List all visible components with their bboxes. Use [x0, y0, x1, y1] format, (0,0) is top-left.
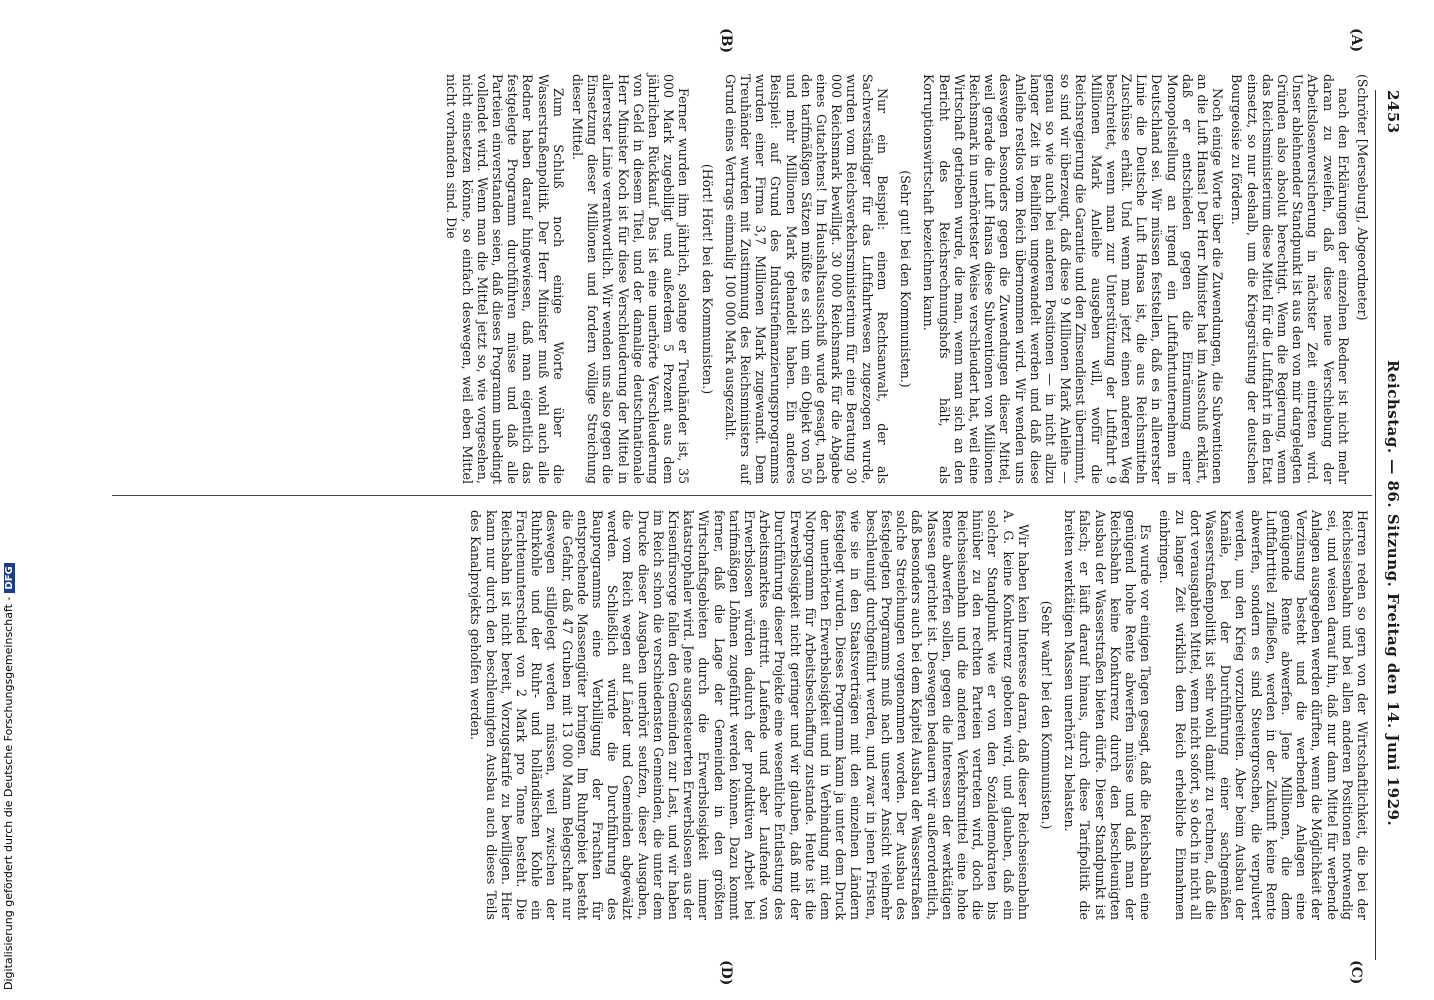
digitization-credit — [2, 563, 15, 990]
paragraph: Nur ein Beispiel: einem Rechtsanwalt, der als Sachverständiger für das Luftfahrtwesen zugezogen wurde, wurden vom Reichsverkehrsministerium für eine Beratung 30 000 Reichsmark bewilligt. 30 000 Reichsmark für die Abgabe eines Gutachtens! Im Haushaltsausschuß wurde gesagt, nach den tarifmäßigen Sätzen müßte es sich um ein Objekt von 50 und mehr Millionen Mark gehandelt haben. Ein anderes Beispiel: auf Grund des Industriefinanzierungsprogramms wurden einer Firma 3,7 Millionen Mark zugewandt. Dem Treuhänder wurden mit Zustimmung des Reichsministers auf Grund eines Vertrags einmalig 100 000 Mark ausgezahlt. — [722, 74, 890, 484]
credit-text: Digitalisierung gefördert durch die Deutsche Forschungsgemeinschaft - — [2, 596, 15, 990]
interjection: (Sehr gut! bei den Kommunisten.) — [898, 170, 914, 388]
speaker-attribution: (Schröter [Merseburg], Abgeordneter) — [1355, 74, 1370, 321]
paragraph: Noch einige Worte über die Zuwendungen, die Subventionen an die Luft Hansa! Der Herr Minister hat im Ausschuß erklärt, daß er entschieden gegen die Einräumung einer Monopolstellung an irgend ein Luftfahrtunternehmen in Deutschland sei. Wir müssen feststellen, daß es in allererster Linie die Deutsche Luft Hansa ist, die aus Reichsmitteln Zuschüsse erhält. Und wenn man jetzt einen anderen Weg beschreitet, wenn man zur Unterstützung der Luftfahrt 9 Millionen Mark Anleihe ausgeben will, wofür die Reichsregierung die Garantie und den Zinsendienst übernimmt, so sind wir überzeugt, daß diese 9 Millionen Mark Anleihe — genau so wie auch bei anderen Positionen — in nicht allzu langer Zeit in Beihilfen umgewandelt werden und daß diese Anleihe restlos vom Reich übernommen wird. Wir wenden uns deswegen besonders gegen die Zuwendungen dieser Mittel, weil gerade die Luft Hansa diese Subventionen von Millionen Reichsmark in unerhörtester Weise verschleudert hat, weil eine Wirtschaft getrieben wurde, die man, wenn man sich an den Bericht des Reichsrechnungshofs hält, als Korruptionswirtschaft bezeichnen kann. — [921, 74, 1226, 484]
interjection: (Sehr wahr! bei den Kommunisten.) — [1038, 600, 1054, 830]
interjection: (Hört! Hört! bei den Kommunisten.) — [699, 163, 715, 395]
paragraph: Ferner wurden ihm jährlich, solange er Treuhänder ist, 35 000 Mark zugebilligt und außerdem 5 Prozent aus dem jährlichen Rückkauf. Das ist eine unerhörte Verschleuderung von Geld in diesem Titel, und der damalige deutschnationale Herr Minister Koch ist für diese Verschleuderung der Mittel in allererster Linie verantwortlich. Wir wenden uns also gegen die Einsetzung dieser Millionen und fordern völlige Streichung dieser Mittel. — [570, 74, 692, 484]
paragraph: Zum Schluß noch einige Worte über die Wasserstraßenpolitik. Der Herr Minister muß wohl auch alle Redner haben darauf hingewiesen, daß man eigentlich das festgelegte Programm durchführen müsse und daß alle Parteien einverstanden seien, daß dieses Programm unbedingt vollendet wird. Wenn man die Mittel jetzt so, wie vorgesehen, nicht einsetzen könne, so einfach deswegen, weil eben Mittel nicht vorhanden sind. Die — [444, 74, 566, 484]
right-column — [464, 510, 1370, 920]
margin-marker-c: (C) — [1348, 960, 1364, 985]
margin-marker-a: (A) — [1348, 28, 1364, 53]
paragraph: Es wurde vor einigen Tagen gesagt, daß die Reichsbahn eine genügend hohe Rente abwerfen müsse und daß man der Reichsbahn keine Konkurrenz durch den beschleunigten Ausbau der Wasserstraßen bieten dürfe. Dieser Standpunkt ist falsch; er läuft darauf hinaus, durch diese Tarifpolitik die breiten werktätigen Massen unerhört zu belasten. — [1062, 510, 1154, 920]
left-column — [440, 74, 1370, 484]
page-number: 2453 — [1384, 90, 1402, 134]
paragraph: Herren reden so gern von der Wirtschaftlichkeit, die bei der Reichseisenbahn und bei allen anderen Positionen notwendig sei, und weisen darauf hin, daß nur dann Mittel für werbende Anlagen ausgegeben werden dürften, wenn die Möglichkeit der Verzinsung besteht und die werbenden Anlagen eine genügende Rente abwerfen. Jene Millionen, die dem Luftfahrttitel zufließen, werden in der Zukunft keine Rente abwerfen, sondern es sind Steuergroschen, die verpulvert werden, um den Krieg vorzubereiten. Aber beim Ausbau der Kanäle, bei der Durchführung einer sachgemäßen Wasserstraßenpolitik ist sehr wohl damit zu rechnen, daß die dort verausgabten Mittel, wenn nicht sofort, so doch in nicht all zu langer Zeit wirklich dem Reich erhebliche Einnahmen einbringen. — [1157, 510, 1370, 920]
margin-marker-b: (B) — [718, 28, 734, 54]
page-header — [1375, 90, 1406, 960]
dfg-logo: DFG — [4, 563, 15, 592]
header-title: Reichstag. — 86. Sitzung. Freitag den 14. Juni 1929. — [1384, 360, 1402, 827]
margin-marker-d: (D) — [718, 960, 734, 986]
column-divider — [112, 495, 1372, 496]
paragraph: Wir haben kein Interesse daran, daß dieser Reichseisenbahn A. G. keine Konkurrenz geboten wird, und glauben, daß ein solcher Standpunkt wie er von den Sozialdemokraten bis hinüber zu den rechten Parteien vertreten wird, doch die Reichseisenbahn und die anderen Verkehrsmittel eine hohe Rente abwerfen sollen, gegen die Interessen der werktätigen Massen gerichtet ist. Deswegen bedauern wir außerordentlich, daß besonders auch bei dem Kapitel Ausbau der Wasserstraßen solche Streichungen vorgenommen worden. Der Ausbau des festgelegten Programms muß nach unserer Ansicht vielmehr beschleunigt durchgeführt werden, und zwar in jenen Fristen, wie sie in den Staatsverträgen mit den einzelnen Ländern festgelegt wurden. Dieses Programm kann ja unter dem Druck der unerhörten Erwerbslosigkeit und in Verbindung mit dem Notprogramm für Arbeitsbeschaffung zustande. Heute ist die Erwerbslosigkeit nicht geringer und wir glauben, daß mit der Durchführung dieser Projekte eine wesentliche Entlastung des Arbeitsmarktes eintritt. Laufende und aber Laufende von Erwerbslosen würden dadurch der produktiven Arbeit bei tarifmäßigen Löhnen zugeführt werden können. Dazu kommt ferner, daß die Lage der Gemeinden in den größten Wirtschaftsgebieten durch die Erwerbslosigkeit immer katastrophaler wird. Jene ausgesteuerten Erwerbslosen aus der Krisenfürsorge fallen den Gemeinden zur Last, und wir haben im Reich schon die verschiedensten Gemeinden, die unter dem Drucke dieser Ausgaben unerhört seufzen, dieser Ausgaben, die vom Reich wegen auf Länder und Gemeinden abgewälzt werden. Schließlich würde die Durchführung des Bauprogramms eine Verbilligung der Frachten für entsprechende Massengüter bringen. Im Ruhrgebiet besteht die Gefahr, daß 47 Gruben mit 13 000 Mann Belegschaft nur deswegen stillgelegt werden müssen, weil zwischen der Ruhrkohle und der Ruhr- und holländischen Kohle ein Frachtenunterschied von 2 Mark pro Tonne besteht. Die Reichsbahn ist nicht bereit, Vorzugstarife zu bewilligen. Hier kann nur durch den beschleunigten Ausbau auch dieses Teils des Kanalprojekts geholfen werden. — [468, 510, 1031, 920]
paragraph: nach den Erklärungen der einzelnen Redner ist nicht mehr daran zu zweifeln, daß diese neue Verschiebung der Arbeitslosenversicherung in nächster Zeit eintreten wird. Unser ablehnender Standpunkt ist aus den von mir dargelegten Gründen also absolut berechtigt. Wenn die Regierung, wenn das Reichsministerium diese Mittel für die Luftfahrt in den Etat einsetzt, so nur deshalb, um die Kriegsrüstung der deutschen Bourgeoisie zu fördern. — [1229, 74, 1351, 484]
